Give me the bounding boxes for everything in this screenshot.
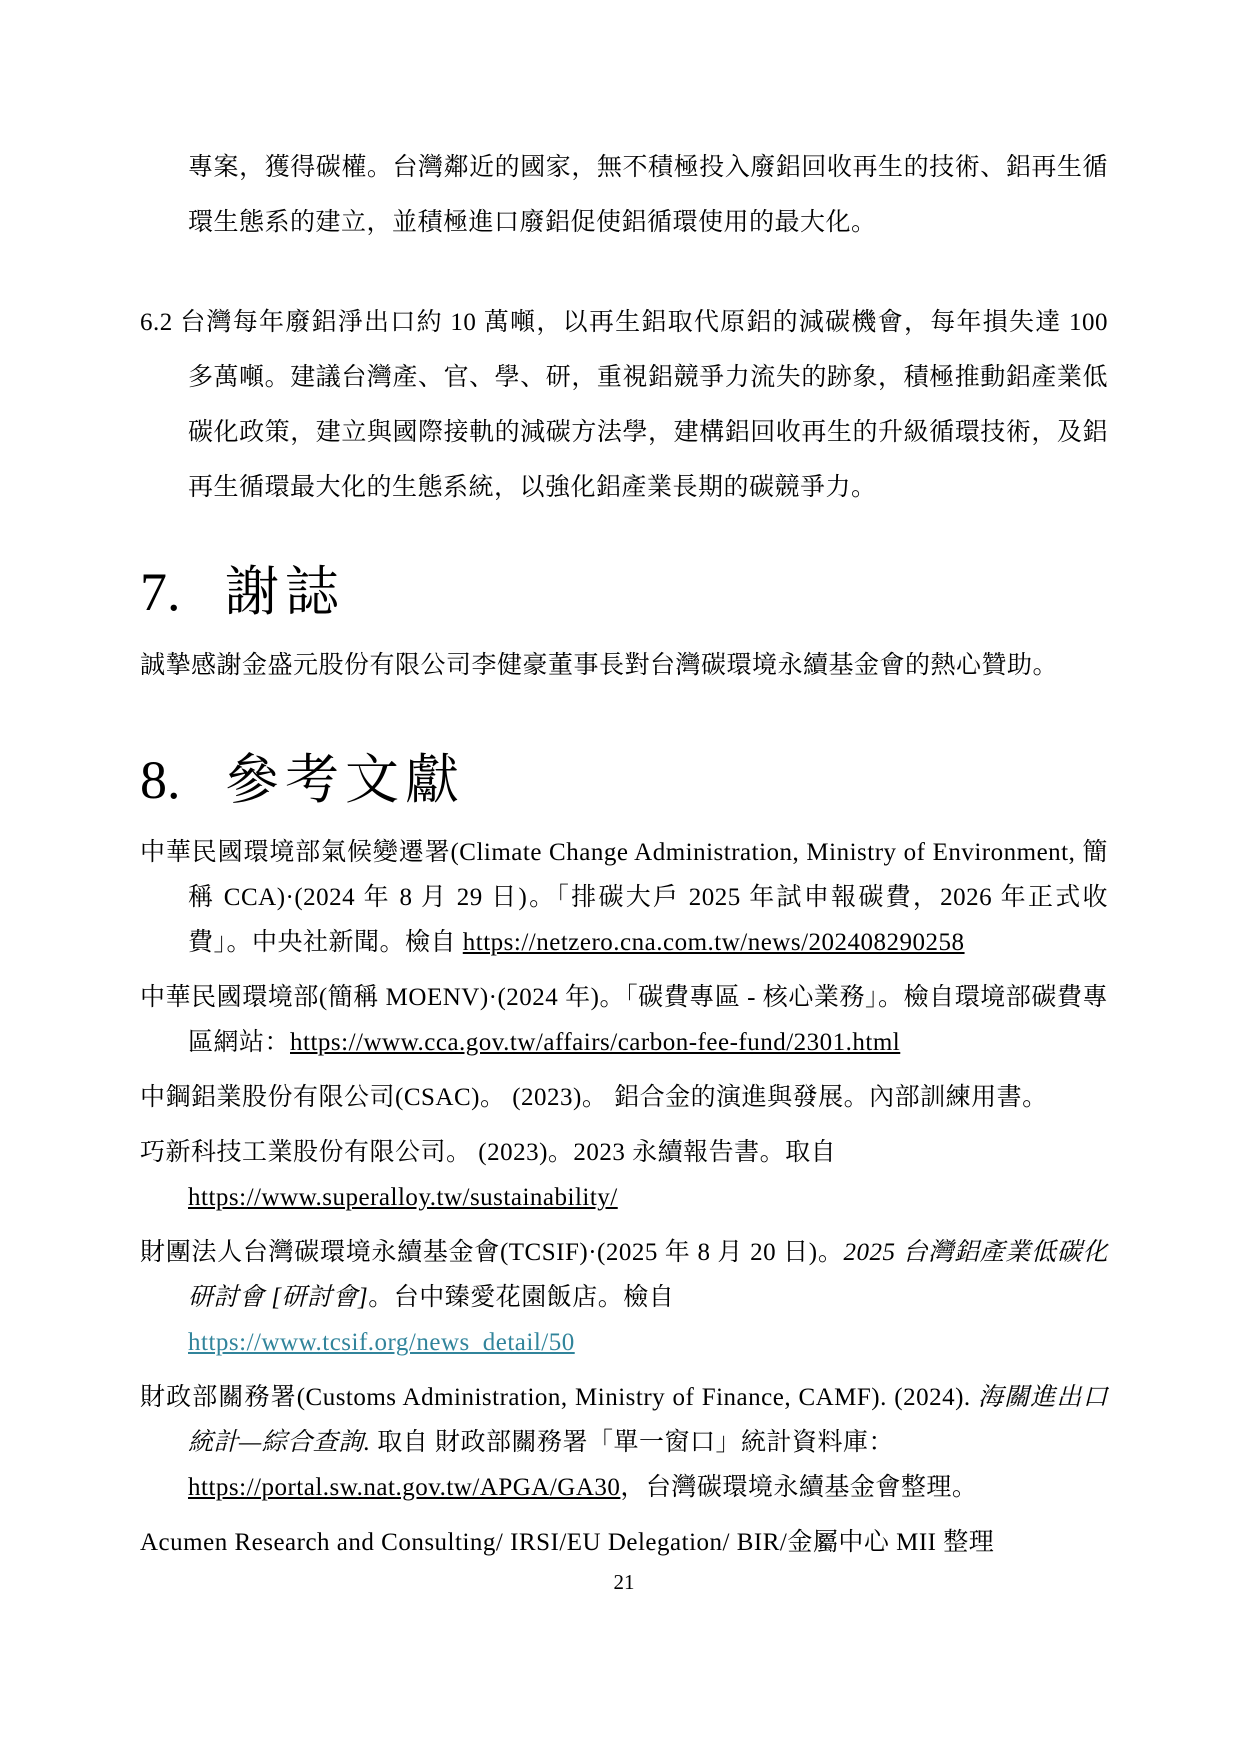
reference-text: Acumen Research and Consulting/ IRSI/EU Delegation/ BIR/金屬中心 MII 整理 xyxy=(140,1529,995,1556)
reference-text: 中華民國環境部(簡稱 MOENV)·(2024 年)。「碳費專區 - 核心業務」。檢自環境部碳費專區網站： xyxy=(140,984,1108,1056)
reference-link-superalloy[interactable]: https://www.superalloy.tw/sustainability/ xyxy=(188,1184,618,1211)
section-7-number: 7. xyxy=(140,562,181,622)
reference-link-tcsif[interactable]: https://www.tcsif.org/news_detail/50 xyxy=(188,1329,575,1356)
reference-link-portal[interactable]: https://portal.sw.nat.gov.tw/APGA/GA30 xyxy=(188,1474,621,1501)
reference-italic-title: 海關進出口統計—綜合查詢. xyxy=(188,1384,1108,1456)
reference-text: ，台灣碳環境永續基金會整理。 xyxy=(620,1474,978,1501)
body-paragraph-6-2: 6.2 台灣每年廢鋁淨出口約 10 萬噸，以再生鋁取代原鋁的減碳機會，每年損失達 100 多萬噸。建議台灣產、官、學、研，重視鋁競爭力流失的跡象，積極推動鋁產業低碳化政策，建立與國際接軌的減碳方法學，建構鋁回收再生的升級循環技術，及鋁再生循環最大化的生態系統，以強化鋁產業長期的碳競爭力。 xyxy=(140,309,1108,501)
section-8-title: 參考文獻 xyxy=(225,750,465,810)
acknowledgment-text: 誠摯感謝金盛元股份有限公司李健豪董事長對台灣碳環境永續基金會的熱心贊助。 xyxy=(140,652,1059,679)
reference-entry-cca xyxy=(140,830,1108,965)
reference-italic-title: 2025 台灣鋁產業低碳化研討會 [研討會] xyxy=(188,1239,1108,1311)
reference-link-cca-gov[interactable]: https://www.cca.gov.tw/affairs/carbon-fee-fund/2301.html xyxy=(290,1029,901,1056)
reference-text: 取自 財政部關務署「單一窗口」統計資料庫： xyxy=(370,1429,894,1456)
page-number: 21 xyxy=(613,1570,635,1594)
reference-entry-customs xyxy=(140,1375,1108,1510)
reference-text: 巧新科技工業股份有限公司。 (2023)。2023 永續報告書。取自 xyxy=(140,1139,837,1166)
reference-text: 中鋼鋁業股份有限公司(CSAC)。 (2023)。 鋁合金的演進與發展。內部訓練用書。 xyxy=(140,1084,1048,1111)
reference-link-netzero[interactable]: https://netzero.cna.com.tw/news/202408290258 xyxy=(462,929,965,956)
reference-list xyxy=(140,830,1108,1565)
reference-entry-csac xyxy=(140,1075,1108,1120)
reference-text: 中華民國環境部氣候變遷署(Climate Change Administration, Ministry of Environment, 簡稱 CCA)·(2024 年 8 月 29 日)。「排碳大戶 2025 年試申報碳費，2026 年正式收費」。中央社新聞。檢自 xyxy=(140,839,1108,956)
reference-entry-acumen xyxy=(140,1520,1108,1565)
section-8-number: 8. xyxy=(140,750,181,810)
reference-entry-tcsif xyxy=(140,1230,1108,1365)
section-7-title: 謝誌 xyxy=(225,562,345,622)
reference-entry-moenv xyxy=(140,975,1108,1065)
reference-text: 財團法人台灣碳環境永續基金會(TCSIF)·(2025 年 8 月 20 日)。 xyxy=(140,1239,844,1266)
reference-text: 財政部關務署(Customs Administration, Ministry of Finance, CAMF). (2024). xyxy=(140,1384,979,1411)
reference-entry-superalloy xyxy=(140,1130,1108,1220)
body-paragraph-6-1-continuation: 專案，獲得碳權。台灣鄰近的國家，無不積極投入廢鋁回收再生的技術、鋁再生循環生態系的建立，並積極進口廢鋁促使鋁循環使用的最大化。 xyxy=(188,154,1108,236)
section-7-heading xyxy=(140,555,1108,630)
section-8-heading xyxy=(140,743,1108,818)
reference-text: 。台中臻愛花園飯店。檢自 xyxy=(368,1284,675,1311)
